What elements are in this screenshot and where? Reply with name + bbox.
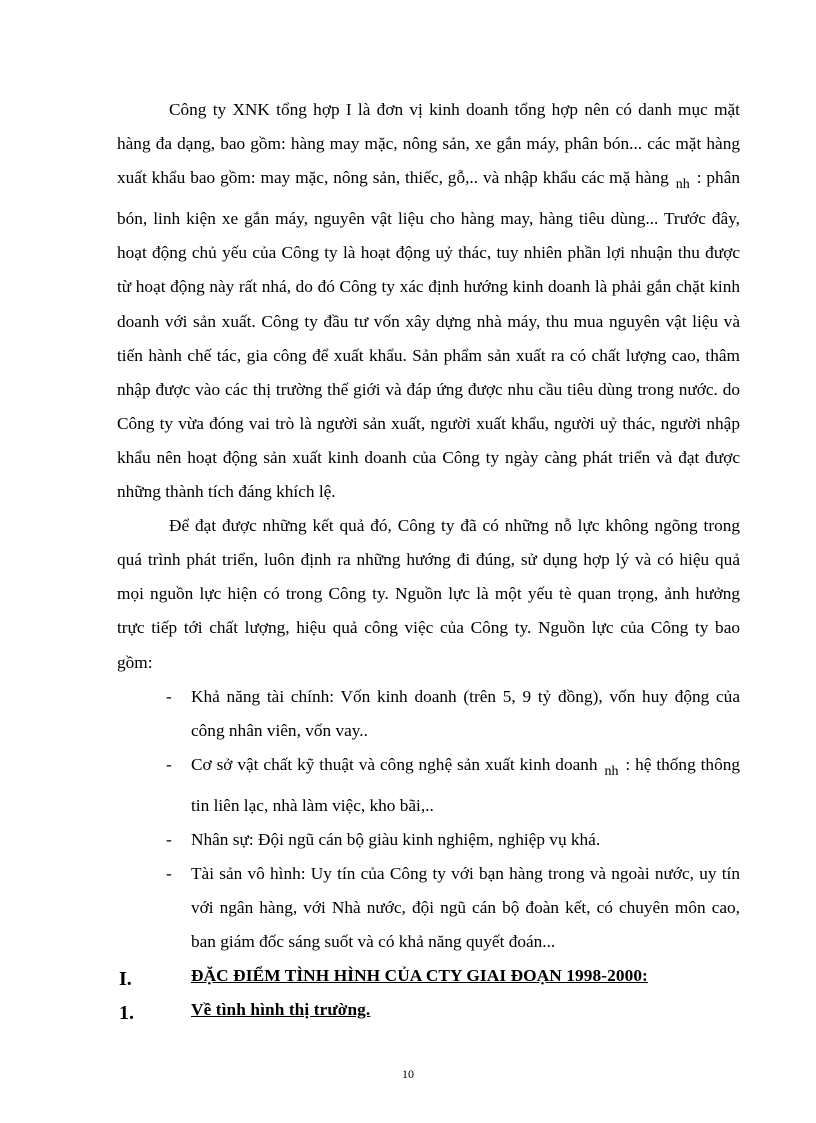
subsection-title: Về tình hình thị trường.: [191, 1000, 371, 1020]
list-item-text-after: : hệ thống thông tin liên lạc, nhà làm việc, kho bãi,..: [191, 754, 740, 815]
list-dash: -: [166, 829, 172, 849]
list-item-intangible-assets: [117, 857, 740, 959]
paragraph-resources-intro: Để đạt được những kết quả đó, Công ty đã có những nỗ lực không ngõng trong quá trình phát triển, luôn định ra những hướng đi đúng, sử dụng hợp lý và có hiệu quả mọi nguồn lực hiện có trong Công ty. Nguồn lực là một yếu tè quan trọng, ảnh hưởng trực tiếp tới chất lượng, hiệu quả công việc của Công ty. Nguồn lực của Công ty bao gồm:: [117, 516, 740, 672]
list-dash: -: [166, 864, 172, 884]
page-number: 10: [402, 1067, 414, 1081]
subsection-number: 1.: [119, 1002, 134, 1025]
paragraph-1-subscript: nh: [675, 177, 690, 193]
document-body: [117, 93, 740, 1027]
section-number: I.: [119, 968, 132, 991]
section-heading-1: [117, 959, 740, 993]
list-item-subscript: nh: [604, 763, 619, 779]
list-item-text: Tài sản vô hình: Uy tín của Công ty với bạn hàng trong và ngoài nước, uy tín với ngân hàng, với Nhà nước, đội ngũ cán bộ đoàn kết, có chuyên môn cao, ban giám đốc sáng suốt và có khả năng quyết đoán...: [191, 864, 740, 952]
subsection-heading-1: [117, 993, 740, 1027]
list-item-text-before: Cơ sở vật chất kỹ thuật và công nghệ sản xuất kinh doanh: [191, 754, 598, 774]
paragraph-1-text-before: Công ty XNK tổng hợp I là đơn vị kinh doanh tổng hợp nên có danh mục mặt hàng đa dạng, bao gồm: hàng may mặc, nông sản, xe gắn máy, phân bón... các mặt hàng xuất khẩu bao gồm: may mặc, nông sản, thiếc, gỗ,.. và nhập khẩu các mặ hàng: [117, 100, 740, 188]
list-item-personnel: [117, 823, 740, 857]
list-item-infrastructure: [117, 748, 740, 823]
list-item-text: Nhân sự: Đội ngũ cán bộ giàu kinh nghiệm, nghiệp vụ khá.: [191, 829, 601, 849]
list-item-finance: [117, 680, 740, 748]
list-item-text: Khả năng tài chính: Vốn kinh doanh (trên 5, 9 tỷ đồng), vốn huy động của công nhân viên, vốn vay..: [191, 686, 740, 740]
paragraph-1-text-after: : phân bón, linh kiện xe gắn máy, nguyên vật liệu cho hàng may, hàng tiêu dùng... Trước đây, hoạt động chủ yếu của Công ty là hoạt động uỷ thác, tuy nhiên phần lợi nhuận thu được từ hoạt động này rất nhá, do đó Công ty xác định hướng kinh doanh là phải gắn chặt kinh doanh với sản xuất. Công ty đầu tư vốn xây dựng nhà máy, thu mua nguyên vật liệu và tiến hành chế tác, gia công để xuất khẩu. Sản phẩm sản xuất ra có chất lượng cao, thâm nhập được vào các thị trường thế giới và đáp ứng được nhu cầu tiêu dùng trong nước. do Công ty vừa đóng vai trò là người sản xuất, người xuất khẩu, người uỷ thác, người nhập khẩu nên hoạt động sản xuất kinh doanh của Công ty ngày càng phát triển và đạt được những thành tích đáng khích lệ.: [117, 168, 741, 502]
section-title: ĐẶC ĐIỂM TÌNH HÌNH CỦA CTY GIAI ĐOẠN 1998-2000:: [191, 966, 648, 986]
resources-list: [117, 680, 740, 960]
list-dash: -: [166, 686, 172, 706]
paragraph-company-overview: [117, 93, 740, 509]
list-dash: -: [166, 754, 172, 774]
